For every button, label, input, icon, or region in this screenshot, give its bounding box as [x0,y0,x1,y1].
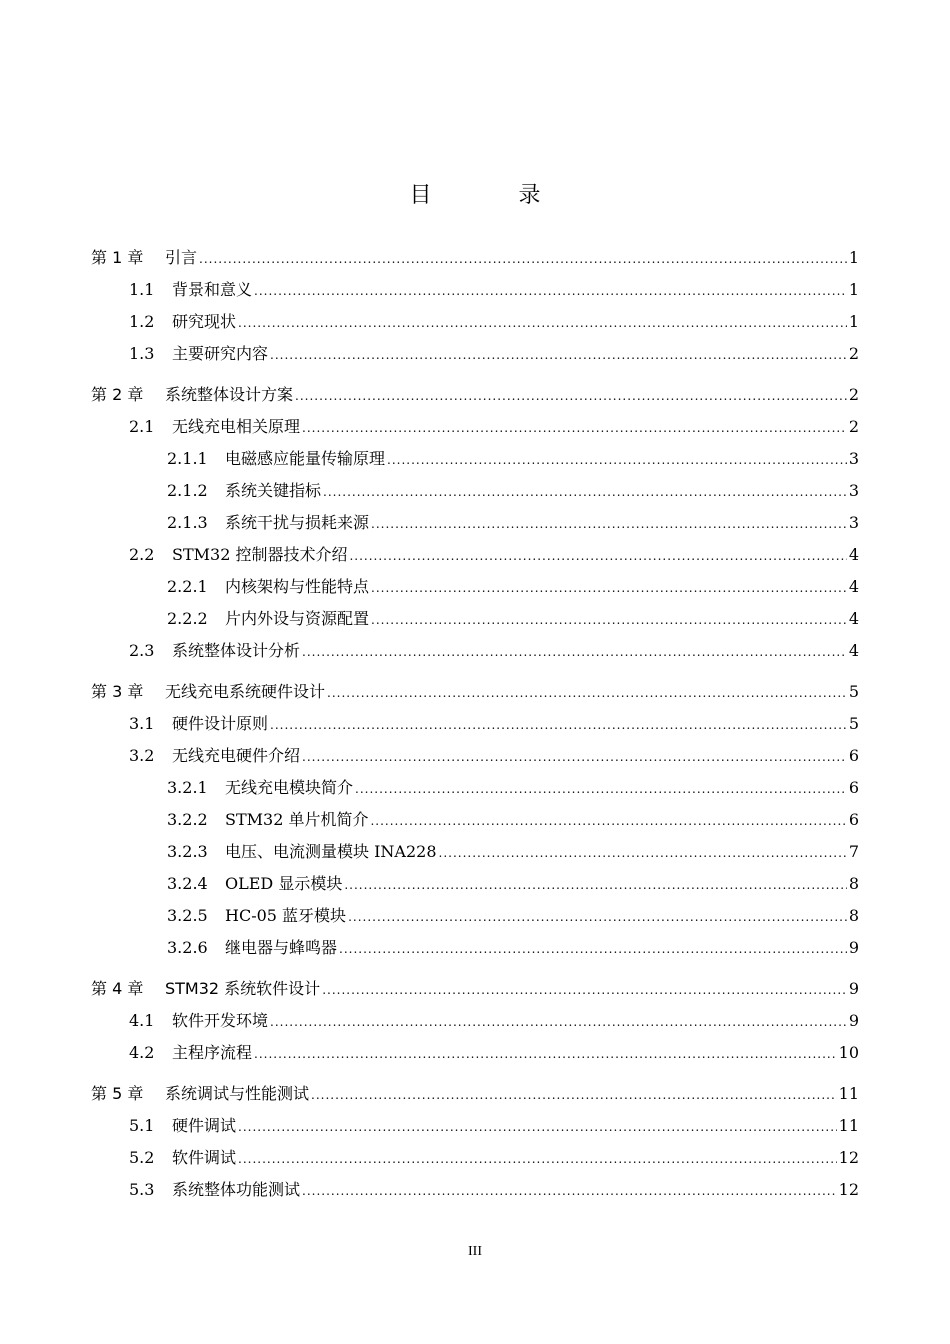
toc-leader-dots [295,384,847,408]
toc-entry-title: 无线充电硬件介绍 [172,746,301,765]
toc-entry-number: 1.1 [129,280,155,299]
toc-entry-number: 第 1 章 [91,248,144,267]
toc-entry[interactable] [91,543,859,567]
toc-entry-title: 无线充电模块简介 [225,778,354,797]
toc-entry-page: 2 [848,417,859,436]
toc-entry[interactable] [91,1009,859,1033]
toc-leader-dots [371,576,847,600]
toc-entry[interactable] [91,1114,859,1138]
toc-entry-title: 软件开发环境 [172,1011,269,1030]
toc-entry-title: 无线充电相关原理 [172,417,301,436]
toc-entry-page: 12 [838,1148,859,1167]
toc-entry-number: 3.2.4 [167,874,208,893]
toc-entry[interactable] [91,278,859,302]
toc-entry-page: 6 [848,810,859,829]
toc-entry-title: 研究现状 [172,312,237,331]
toc-leader-dots [302,1179,837,1203]
toc-entry-number: 2.1 [129,417,155,436]
toc-entry-page: 6 [848,746,859,765]
toc-entry-title: 片内外设与资源配置 [225,609,370,628]
toc-entry-number: 第 2 章 [91,385,144,404]
toc-leader-dots [344,873,846,897]
toc-entry-number: 3.2.2 [167,810,208,829]
toc-leader-dots [349,544,846,568]
toc-entry-page: 3 [848,481,859,500]
toc-entry-page: 2 [848,344,859,363]
toc-leader-dots [327,681,847,705]
toc-entry[interactable] [91,872,859,896]
toc-entry-title: 系统调试与性能测试 [165,1084,310,1103]
toc-leader-dots [322,978,847,1002]
toc-leader-dots [238,311,847,335]
toc-entry-title: 无线充电系统硬件设计 [165,682,326,701]
toc-entry-title: 背景和意义 [172,280,253,299]
toc-entry-number: 3.2.3 [167,842,208,861]
toc-entry-page: 8 [848,874,859,893]
toc-leader-dots [302,745,847,769]
toc-entry-page: 1 [848,280,859,299]
toc-leader-dots [254,279,847,303]
toc-entry-number: 第 3 章 [91,682,144,701]
toc-entry-page: 10 [838,1043,859,1062]
toc-entry-title: 系统整体设计分析 [172,641,301,660]
toc-entry-number: 2.1.2 [167,481,208,500]
toc-entry-number: 3.2 [129,746,155,765]
toc-entry-page: 4 [848,609,859,628]
toc-leader-dots [348,905,847,929]
toc-entry-title: 系统干扰与损耗来源 [225,513,370,532]
toc-entry[interactable] [91,712,859,736]
toc-entry-number: 2.1.3 [167,513,208,532]
toc-entry-page: 4 [848,545,859,564]
toc-entry[interactable] [91,479,859,503]
toc-leader-dots [323,480,847,504]
toc-leader-dots [238,1115,837,1139]
toc-leader-dots [439,841,847,865]
toc-entry[interactable] [91,977,859,1001]
toc-entry[interactable] [91,310,859,334]
toc-entry-page: 6 [848,778,859,797]
toc-leader-dots [302,416,847,440]
toc-entry-title: 系统整体功能测试 [172,1180,301,1199]
toc-leader-dots [355,777,847,801]
toc-entry[interactable] [91,1146,859,1170]
toc-leader-dots [302,640,847,664]
toc-entry-page: 5 [848,714,859,733]
toc-entry-title: 主要研究内容 [172,344,269,363]
toc-entry[interactable] [91,511,859,535]
toc-entry-number: 第 4 章 [91,979,144,998]
toc-entry-page: 9 [848,979,859,998]
toc-entry-page: 9 [848,938,859,957]
toc-entry[interactable] [91,575,859,599]
toc-entry[interactable] [91,246,859,270]
toc-entry-title: 电磁感应能量传输原理 [225,449,386,468]
toc-entry[interactable] [91,1178,859,1202]
toc-entry[interactable] [91,680,859,704]
toc-entry-title: 软件调试 [172,1148,237,1167]
toc-entry-page: 2 [848,385,859,404]
toc-entry[interactable] [91,1082,859,1106]
toc-entry-number: 4.2 [129,1043,155,1062]
toc-entry-number: 4.1 [129,1011,155,1030]
toc-entry[interactable] [91,744,859,768]
toc-entry-number: 2.1.1 [167,449,208,468]
toc-entry-number: 3.2.6 [167,938,208,957]
toc-entry-title: 内核架构与性能特点 [225,577,370,596]
toc-entry-page: 3 [848,449,859,468]
toc-leader-dots [238,1147,837,1171]
toc-entry-number: 第 5 章 [91,1084,144,1103]
toc-entry[interactable] [91,639,859,663]
toc-entry-page: 3 [848,513,859,532]
toc-entry-number: 5.1 [129,1116,155,1135]
toc-entry-title: OLED 显示模块 [225,874,343,893]
toc-entry-page: 4 [848,577,859,596]
toc-entry-page: 12 [838,1180,859,1199]
toc-leader-dots [339,937,847,961]
toc-leader-dots [387,448,847,472]
toc-entry-page: 1 [848,312,859,331]
toc-leader-dots [371,512,847,536]
toc-entry-title: HC-05 蓝牙模块 [225,906,347,925]
toc-entry-title: 系统关键指标 [225,481,322,500]
toc-entry[interactable] [91,607,859,631]
toc-entry-number: 2.3 [129,641,155,660]
toc-entry-title: 继电器与蜂鸣器 [225,938,338,957]
footer-page-number: III [468,1244,482,1259]
toc-entry-number: 1.2 [129,312,155,331]
toc-leader-dots [254,1042,837,1066]
toc-entry-page: 11 [838,1116,859,1135]
toc-entry[interactable] [91,936,859,960]
toc-entry-page: 1 [848,248,859,267]
toc-entry-page: 9 [848,1011,859,1030]
toc-entry-title: 电压、电流测量模块 INA228 [225,842,437,861]
toc-entry-page: 4 [848,641,859,660]
toc-entry-number: 5.2 [129,1148,155,1167]
toc-entry-number: 5.3 [129,1180,155,1199]
toc-entry-number: 2.2.1 [167,577,208,596]
toc-leader-dots [270,713,847,737]
toc-entry-title: STM32 系统软件设计 [165,979,321,998]
toc-entry-title: 系统整体设计方案 [165,385,294,404]
toc-leader-dots [370,809,846,833]
toc-entry[interactable] [91,904,859,928]
toc-entry-number: 3.2.1 [167,778,208,797]
toc-entry-number: 2.2.2 [167,609,208,628]
toc-entry-title: 引言 [165,248,198,267]
toc-entry[interactable] [91,447,859,471]
toc-entry[interactable] [91,383,859,407]
toc-entry[interactable] [91,776,859,800]
toc-entry[interactable] [91,840,859,864]
toc-entry-title: STM32 控制器技术介绍 [172,545,348,564]
toc-entry[interactable] [91,1041,859,1065]
toc-entry[interactable] [91,342,859,366]
toc-entry-page: 5 [848,682,859,701]
toc-entry-number: 3.1 [129,714,155,733]
toc-entry-number: 3.2.5 [167,906,208,925]
toc-entry[interactable] [91,415,859,439]
toc-entry-title: 硬件调试 [172,1116,237,1135]
toc-entry-number: 2.2 [129,545,155,564]
toc-entry-page: 11 [838,1084,859,1103]
toc-leader-dots [199,247,847,271]
toc-leader-dots [270,343,847,367]
toc-entry-page: 7 [848,842,859,861]
toc-entry-title: 硬件设计原则 [172,714,269,733]
toc-entry-title: 主程序流程 [172,1043,253,1062]
toc-leader-dots [371,608,847,632]
toc-entry[interactable] [91,808,859,832]
toc-leader-dots [270,1010,847,1034]
toc-entry-page: 8 [848,906,859,925]
toc-entry-title: STM32 单片机简介 [225,810,369,829]
toc-leader-dots [311,1083,837,1107]
page-title: 目 录 [409,183,581,208]
toc-entry-number: 1.3 [129,344,155,363]
